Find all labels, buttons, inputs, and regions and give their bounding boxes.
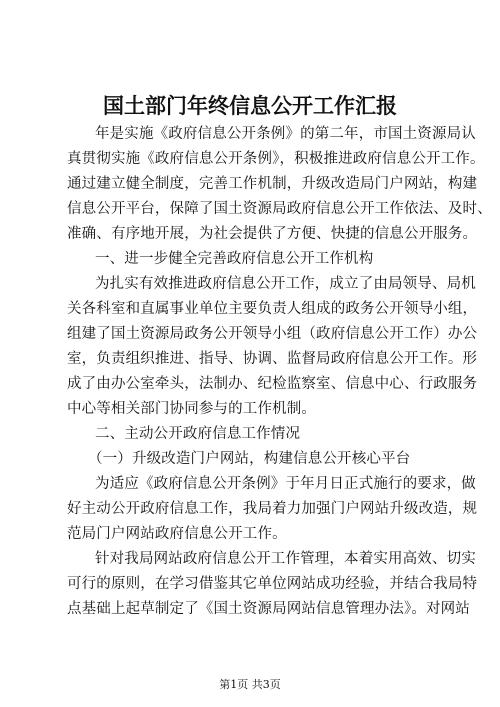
body-line: 真贯彻实施《政府信息公开条例》，积极推进政府信息公开工作。	[67, 151, 485, 167]
body-line: 针对我局网站政府信息公开工作管理，本着实用高效、切实	[95, 551, 476, 567]
body-line: 准确、有序地开展，为社会提供了方便、快捷的信息公开服务。	[67, 226, 478, 242]
body-line: 组建了国土资源局政务公开领导小组（政府信息公开工作）办公	[67, 326, 478, 342]
subsection-heading: （一）升级改造门户网站，构建信息公开核心平台	[88, 451, 411, 467]
body-line: 为适应《政府信息公开条例》于年月日正式施行的要求，做	[95, 476, 476, 492]
body-line: 信息公开平台，保障了国土资源局政府信息公开工作依法、及时、	[67, 201, 492, 217]
body-line: 年是实施《政府信息公开条例》的第二年，市国土资源局认	[95, 126, 476, 142]
body-line: 关各科室和直属事业单位主要负责人组成的政务公开领导小组，	[67, 301, 478, 317]
body-line: 范局门户网站政府信息公开工作。	[67, 526, 287, 542]
body-line: 可行的原则，在学习借鉴其它单位网站成功经验，并结合我局特	[67, 576, 478, 592]
section-heading: 一、进一步健全完善政府信息公开工作机构	[95, 251, 374, 267]
body-line: 室，负责组织推进、指导、协调、监督局政府信息公开工作。形	[67, 351, 478, 367]
body-line: 点基础上起草制定了《国土资源局网站信息管理办法》。对网站	[67, 601, 470, 617]
body-line: 好主动公开政府信息工作，我局着力加强门户网站升级改造，规	[67, 501, 478, 517]
document-title: 国土部门年终信息公开工作汇报	[103, 93, 397, 118]
section-heading: 二、主动公开政府信息工作情况	[95, 426, 301, 442]
body-line: 通过建立健全制度，完善工作机制，升级改造局门户网站，构建	[67, 176, 478, 192]
body-line: 为扎实有效推进政府信息公开工作，成立了由局领导、局机	[95, 276, 476, 292]
page-number: 第1页 共3页	[219, 678, 281, 691]
body-line: 成了由办公室牵头，法制办、纪检监察室、信息中心、行政服务	[67, 376, 478, 392]
body-line: 中心等相关部门协同参与的工作机制。	[67, 401, 317, 417]
